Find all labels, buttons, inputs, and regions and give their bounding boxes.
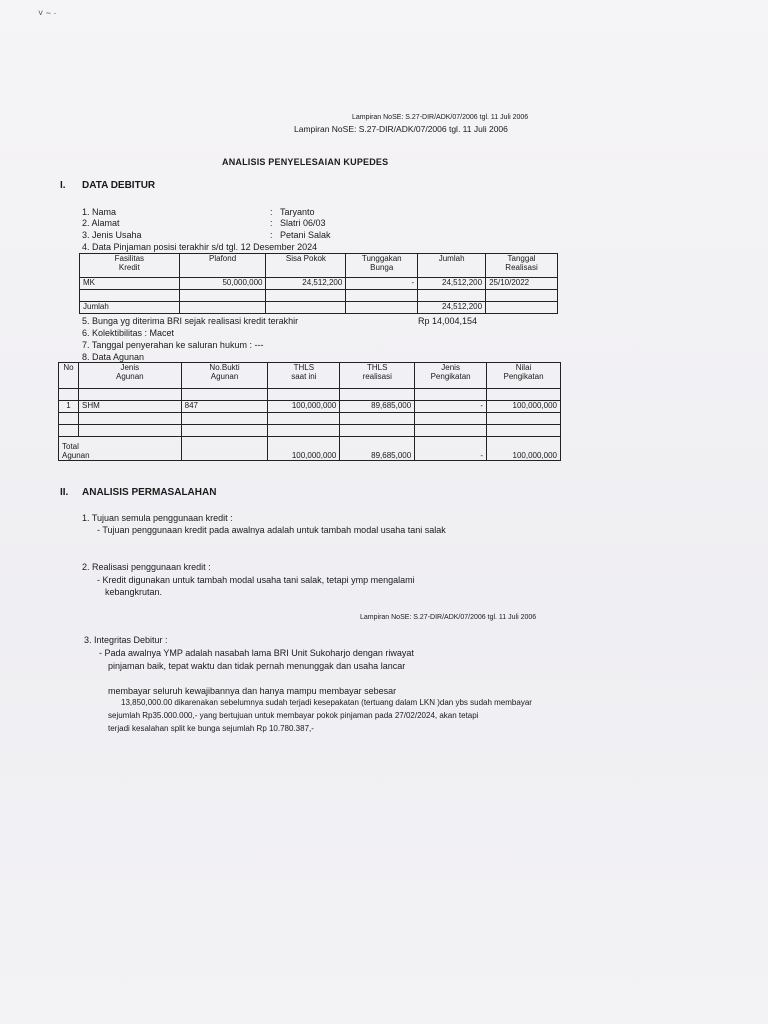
item-6-collectibility: 6. Kolektibilitas : Macet xyxy=(82,328,175,338)
analysis-3-text-6: terjadi kesalahan split ke bunga sejumlah Rp 10.780.387,- xyxy=(108,724,314,733)
analysis-3-text-2: pinjaman baik, tepat waktu dan tidak pernah menunggak dan usaha lancar xyxy=(108,661,406,671)
corner-mark: ˅ ~ · xyxy=(38,8,57,18)
section-1-number: I. xyxy=(60,180,66,191)
cell-total-label: Jumlah xyxy=(80,302,180,314)
cell-fasilitas: MK xyxy=(80,278,180,290)
analysis-2-text-2: kebangkrutan. xyxy=(105,587,163,597)
cell-tunggakan: - xyxy=(346,278,418,290)
reference-line-3: Lampiran NoSE: S.27-DIR/ADK/07/2006 tgl. 11 Juli 2006 xyxy=(360,614,537,621)
table-row-total xyxy=(80,302,558,314)
cell-total-thls-realisasi: 89,685,000 xyxy=(340,437,415,461)
table-row-total xyxy=(59,437,561,461)
header-jumlah: Jumlah xyxy=(418,254,486,278)
header-plafond: Plafond xyxy=(179,254,266,278)
table-row xyxy=(80,278,558,290)
header-no: No xyxy=(59,363,79,389)
section-2-number: II. xyxy=(60,487,69,498)
header-no-bukti-agunan: No.Bukti Agunan xyxy=(181,363,268,389)
item-8-collateral: 8. Data Agunan xyxy=(82,352,145,362)
cell-jenis-agunan: SHM xyxy=(78,401,181,413)
field-alamat-sep: : xyxy=(270,218,273,228)
header-jenis-agunan: Jenis Agunan xyxy=(78,363,181,389)
cell-plafond: 50,000,000 xyxy=(179,278,266,290)
item-5-interest: 5. Bunga yg diterima BRI sejak realisasi kredit terakhir xyxy=(82,316,299,326)
table-row-empty xyxy=(59,413,561,425)
section-2-heading: ANALISIS PERMASALAHAN xyxy=(82,487,217,498)
field-jenis-usaha-label: 3. Jenis Usaha xyxy=(82,230,142,240)
field-nama-sep: : xyxy=(270,207,273,217)
cell-thls-realisasi: 89,685,000 xyxy=(340,401,415,413)
header-nilai-pengikatan: Nilai Pengikatan xyxy=(487,363,561,389)
table-row-empty xyxy=(59,389,561,401)
field-jenis-usaha-sep: : xyxy=(270,230,273,240)
analysis-3-title: 3. Integritas Debitur : xyxy=(84,635,168,645)
header-sisa-pokok: Sisa Pokok xyxy=(266,254,346,278)
cell-total-agunan-label: Total Agunan xyxy=(59,437,182,461)
collateral-table-header xyxy=(59,363,561,389)
item-4-loan-position: 4. Data Pinjaman posisi terakhir s/d tgl. 12 Desember 2024 xyxy=(82,242,318,252)
loan-table-header xyxy=(80,254,558,278)
cell-tanggal: 25/10/2022 xyxy=(486,278,558,290)
item-7-legal: 7. Tanggal penyerahan ke saluran hukum : --- xyxy=(82,340,264,350)
cell-total-jumlah: 24,512,200 xyxy=(418,302,486,314)
analysis-3-text-5: sejumlah Rp35.000.000,- yang bertujuan untuk membayar pokok pinjaman pada 27/02/2024, akan tetapi xyxy=(108,711,479,720)
cell-jumlah: 24,512,200 xyxy=(418,278,486,290)
cell-sisa-pokok: 24,512,200 xyxy=(266,278,346,290)
field-nama-label: 1. Nama xyxy=(82,207,117,217)
field-alamat-label: 2. Alamat xyxy=(82,218,120,228)
reference-line-1: Lampiran NoSE: S.27-DIR/ADK/07/2006 tgl. 11 Juli 2006 xyxy=(352,114,529,121)
cell-jenis-pengikatan: - xyxy=(415,401,487,413)
cell-total-jenis-pengikatan: - xyxy=(415,437,487,461)
cell-thls-saat-ini: 100,000,000 xyxy=(268,401,340,413)
analysis-1-text: - Tujuan penggunaan kredit pada awalnya adalah untuk tambah modal usaha tani salak xyxy=(97,525,446,535)
table-row-empty xyxy=(80,290,558,302)
header-jenis-pengikatan: Jenis Pengikatan xyxy=(415,363,487,389)
field-jenis-usaha-value: Petani Salak xyxy=(280,230,331,240)
loan-table xyxy=(79,253,558,314)
document-title: ANALISIS PENYELESAIAN KUPEDES xyxy=(222,157,389,167)
section-1-heading: DATA DEBITUR xyxy=(82,180,156,191)
header-tanggal-realisasi: Tanggal Realisasi xyxy=(486,254,558,278)
header-thls-saat-ini: THLS saat ini xyxy=(268,363,340,389)
analysis-2-title: 2. Realisasi penggunaan kredit : xyxy=(82,562,211,572)
item-5-value: Rp 14,004,154 xyxy=(418,316,478,326)
analysis-3-text-4: 13,850,000.00 dikarenakan sebelumnya sudah terjadi kesepakatan (tertuang dalam LKN )dan ybs sudah membayar xyxy=(121,698,532,707)
field-nama-value: Taryanto xyxy=(280,207,315,217)
cell-no: 1 xyxy=(59,401,79,413)
cell-total-thls-saat-ini: 100,000,000 xyxy=(268,437,340,461)
analysis-2-text-1: - Kredit digunakan untuk tambah modal usaha tani salak, tetapi ymp mengalami xyxy=(97,575,415,585)
cell-no-bukti: 847 xyxy=(181,401,268,413)
cell-nilai-pengikatan: 100,000,000 xyxy=(487,401,561,413)
header-thls-realisasi: THLS realisasi xyxy=(340,363,415,389)
analysis-3-text-3: membayar seluruh kewajibannya dan hanya mampu membayar sebesar xyxy=(108,686,397,696)
analysis-1-title: 1. Tujuan semula penggunaan kredit : xyxy=(82,513,233,523)
reference-line-2: Lampiran NoSE: S.27-DIR/ADK/07/2006 tgl. 11 Juli 2006 xyxy=(294,124,508,134)
header-tunggakan-bunga: Tunggakan Bunga xyxy=(346,254,418,278)
field-alamat-value: Slatri 06/03 xyxy=(280,218,326,228)
cell-total-nilai-pengikatan: 100,000,000 xyxy=(487,437,561,461)
analysis-3-text-1: - Pada awalnya YMP adalah nasabah lama BRI Unit Sukoharjo dengan riwayat xyxy=(99,648,414,658)
collateral-table xyxy=(58,362,561,461)
table-row xyxy=(59,401,561,413)
table-row-empty xyxy=(59,425,561,437)
header-fasilitas-kredit: Fasilitas Kredit xyxy=(80,254,180,278)
